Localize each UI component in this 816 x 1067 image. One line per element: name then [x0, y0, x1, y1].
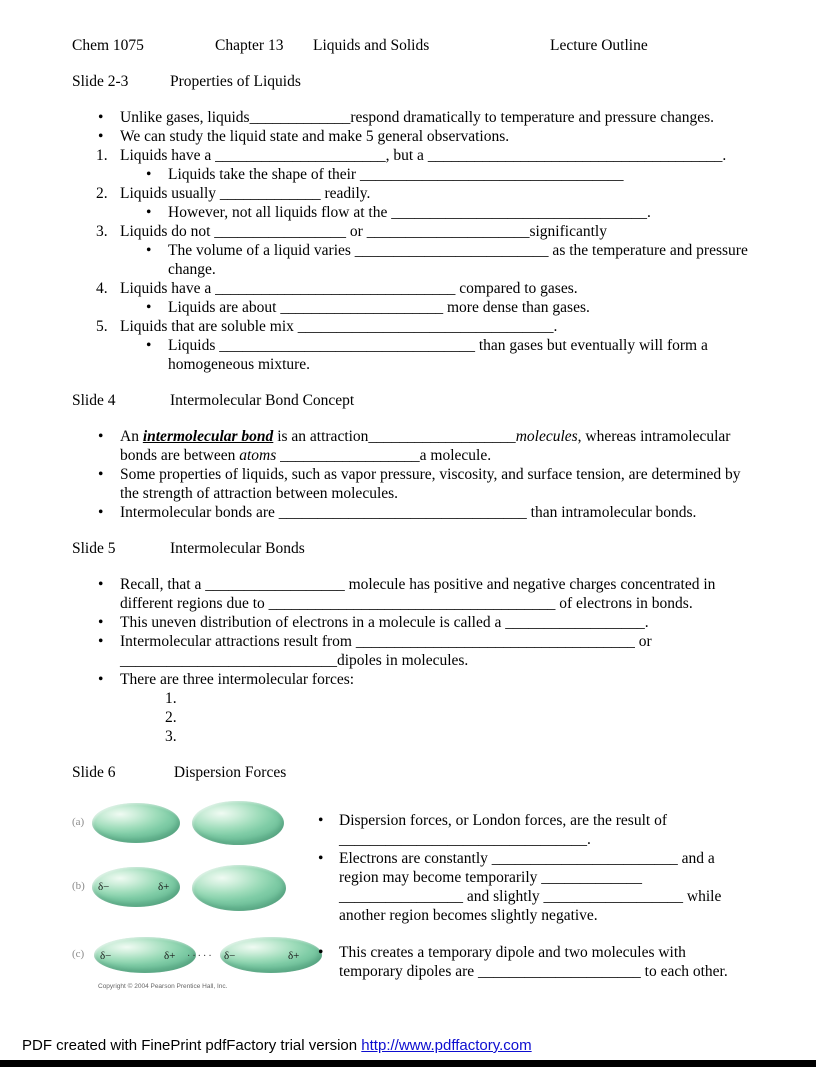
- text-run: __________________: [276, 447, 420, 464]
- outline-item: [72, 165, 748, 184]
- document-header: [72, 36, 748, 55]
- figure-row-label-c: (c): [72, 948, 85, 960]
- bullet-marker: •: [98, 504, 104, 521]
- slide-title: Dispersion Forces: [173, 764, 287, 781]
- chapter-number: Chapter 13: [215, 37, 284, 54]
- text-run: different regions due to _____________________________________ of electrons in bonds.: [120, 595, 693, 612]
- bullet-marker: •: [146, 204, 152, 221]
- bullet-marker: •: [98, 128, 104, 145]
- text-run: This creates a temporary dipole and two molecules with temporary dipoles are _____________________ to each other.: [339, 944, 728, 980]
- slide6-content: [72, 799, 748, 995]
- text-run: Intermolecular attractions result from ____________________________________ or: [120, 633, 652, 650]
- bottom-bar: [0, 1060, 816, 1067]
- text-run: bonds are between: [120, 447, 240, 464]
- delta-plus-label: δ+: [164, 950, 176, 962]
- text-run: Liquids have a ______________________, but a ______________________________________.: [120, 147, 727, 164]
- slide-heading: [72, 763, 748, 782]
- text-run: a molecule.: [419, 447, 492, 464]
- outline-item: [72, 689, 748, 708]
- slide6-bullets: [318, 799, 748, 995]
- footer-link[interactable]: http://www.pdffactory.com: [361, 1037, 532, 1054]
- bullet-marker: •: [98, 576, 104, 593]
- slide-title: Intermolecular Bonds: [170, 540, 305, 557]
- outline-item: [72, 241, 748, 279]
- outline-item: [72, 336, 748, 374]
- slide-title: Intermolecular Bond Concept: [170, 392, 355, 409]
- footer-text: PDF created with FinePrint pdfFactory trial version: [22, 1037, 362, 1054]
- doc-type: Lecture Outline: [550, 37, 648, 54]
- bullet-marker: •: [146, 242, 152, 259]
- outline-item: [72, 613, 748, 632]
- text-run: Electrons are constantly ________________________ and a region may become temporarily _____________ ________________ and slightly __________________ while another region becomes slightly negative.: [339, 850, 722, 924]
- outline-item: [72, 708, 748, 727]
- number-marker: 3.: [96, 223, 108, 240]
- delta-minus-label: δ−: [98, 881, 110, 893]
- figure-row-label-b: (b): [72, 880, 85, 892]
- molecule-ellipse: [192, 801, 284, 845]
- slide-title: Properties of Liquids: [170, 73, 301, 90]
- slide-heading: [72, 72, 748, 91]
- figure-row-label-a: (a): [72, 816, 85, 828]
- bullet-marker: •: [318, 944, 324, 961]
- figure-copyright: Copyright © 2004 Pearson Prentice Hall, Inc.: [98, 983, 228, 990]
- chapter-title: Liquids and Solids: [313, 37, 430, 54]
- text-run: The volume of a liquid varies _________________________ as the temperature and pressure change.: [168, 242, 748, 278]
- outline-item: [72, 222, 748, 241]
- bullet-marker: •: [98, 428, 104, 445]
- slide-label: Slide 6: [72, 764, 116, 781]
- text-run: molecules: [515, 428, 578, 445]
- text-run: However, not all liquids flow at the _________________________________.: [168, 204, 651, 221]
- document-body: [72, 36, 748, 995]
- text-run: Some properties of liquids, such as vapor pressure, viscosity, and surface tension, are determined by: [120, 466, 741, 483]
- text-run: Liquids _________________________________ than gases but eventually will form a homogeneous mixture.: [168, 337, 708, 373]
- bullet-marker: •: [318, 812, 324, 829]
- text-run: the strength of attraction between molecules.: [120, 485, 399, 502]
- slide-heading: [72, 391, 748, 410]
- outline-item: [318, 943, 748, 981]
- text-run: An: [120, 428, 143, 445]
- number-marker: 2.: [165, 709, 177, 726]
- outline-item: [72, 203, 748, 222]
- bullet-marker: •: [318, 850, 324, 867]
- slide-label: Slide 2-3: [72, 73, 129, 90]
- outline-item: [72, 146, 748, 165]
- outline-item: [72, 108, 748, 127]
- figure-row-b: [72, 861, 318, 917]
- text-run: Liquids have a _______________________________ compared to gases.: [120, 280, 578, 297]
- outline-item: [72, 503, 748, 522]
- text-run: ________________________________.: [339, 831, 591, 848]
- delta-plus-label: δ+: [158, 881, 170, 893]
- molecule-ellipse: [92, 803, 180, 843]
- dispersion-figure: [72, 799, 318, 995]
- text-run: Liquids are about _____________________ more dense than gases.: [168, 299, 590, 316]
- text-run: Dispersion forces, or London forces, are the result of: [339, 812, 667, 829]
- delta-minus-label: δ−: [100, 950, 112, 962]
- bullet-marker: •: [98, 633, 104, 650]
- outline-item: [72, 670, 748, 689]
- text-run: Liquids take the shape of their __________________________________: [168, 166, 624, 183]
- number-marker: 1.: [96, 147, 108, 164]
- pdf-footer: [22, 1036, 532, 1055]
- outline-item: [72, 727, 748, 746]
- bullet-marker: •: [146, 337, 152, 354]
- bullet-marker: •: [98, 671, 104, 688]
- course-code: Chem 1075: [72, 37, 144, 54]
- outline-item: [72, 317, 748, 336]
- number-marker: 2.: [96, 185, 108, 202]
- outline-item: [72, 575, 748, 613]
- text-run: Liquids do not _________________ or _____________________significantly: [120, 223, 607, 240]
- outline-item: [318, 811, 748, 849]
- figure-row-a: [72, 799, 318, 855]
- bullet-marker: •: [98, 466, 104, 483]
- bullet-marker: •: [98, 614, 104, 631]
- slide-label: Slide 5: [72, 540, 116, 557]
- text-run: Intermolecular bonds are ________________________________ than intramolecular bonds.: [120, 504, 697, 521]
- outline-item: [72, 279, 748, 298]
- text-run: This uneven distribution of electrons in a molecule is called a __________________.: [120, 614, 649, 631]
- text-run: intermolecular bond: [142, 428, 274, 445]
- outline-item: [72, 127, 748, 146]
- outline-item: [318, 849, 748, 925]
- text-run: atoms: [239, 447, 277, 464]
- delta-minus-label: δ−: [224, 950, 236, 962]
- text-run: We can study the liquid state and make 5 general observations.: [120, 128, 510, 145]
- number-marker: 4.: [96, 280, 108, 297]
- outline-item: [72, 632, 748, 670]
- text-run: There are three intermolecular forces:: [120, 671, 355, 688]
- text-run: ____________________________dipoles in molecules.: [120, 652, 469, 669]
- bullet-marker: •: [146, 299, 152, 316]
- slide-heading: [72, 539, 748, 558]
- number-marker: 3.: [165, 728, 177, 745]
- text-run: Unlike gases, liquids_____________respond dramatically to temperature and pressure changes.: [120, 109, 715, 126]
- outline-item: [72, 465, 748, 503]
- text-run: , whereas intramolecular: [577, 428, 731, 445]
- number-marker: 1.: [165, 690, 177, 707]
- delta-plus-label: δ+: [288, 950, 300, 962]
- text-run: Recall, that a __________________ molecule has positive and negative charges concentrated in: [120, 576, 716, 593]
- bullet-marker: •: [98, 109, 104, 126]
- outline-item: [72, 427, 748, 465]
- text-run: Liquids usually _____________ readily.: [120, 185, 371, 202]
- text-run: Liquids that are soluble mix _________________________________.: [120, 318, 558, 335]
- bullet-marker: •: [146, 166, 152, 183]
- molecule-ellipse: [192, 865, 286, 911]
- outline-sections: [72, 72, 748, 746]
- dipole-dots: ·····: [187, 951, 214, 962]
- outline-item: [72, 184, 748, 203]
- slide-label: Slide 4: [72, 392, 116, 409]
- outline-item: [72, 298, 748, 317]
- text-run: is an attraction___________________: [273, 428, 516, 445]
- number-marker: 5.: [96, 318, 108, 335]
